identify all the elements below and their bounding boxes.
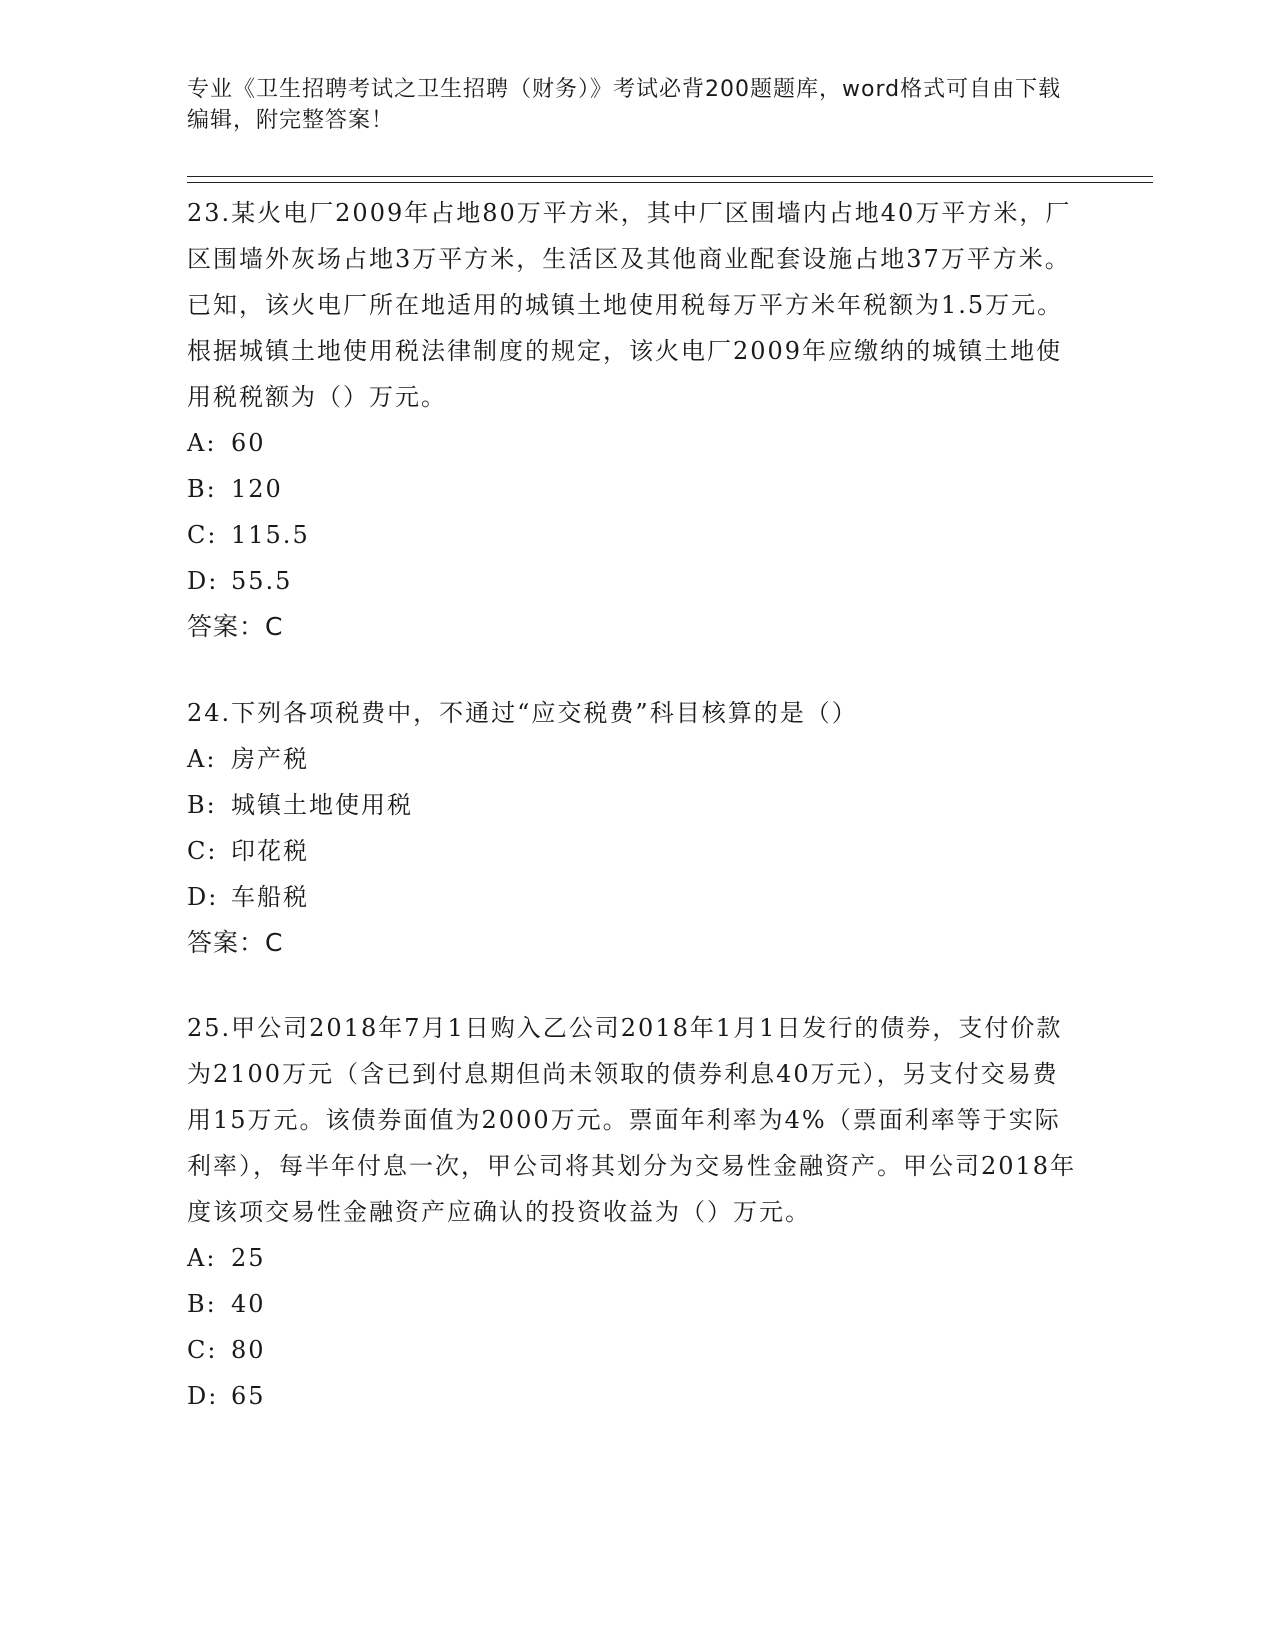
option-value: 60 — [231, 429, 266, 457]
option-b — [187, 1281, 1087, 1327]
option-value: 115.5 — [231, 521, 310, 549]
option-key: A: — [187, 429, 217, 457]
option-d — [187, 1373, 1087, 1419]
option-a — [187, 420, 1087, 466]
question-25 — [187, 1005, 1087, 1419]
option-value: 120 — [231, 475, 283, 503]
option-c — [187, 512, 1087, 558]
header-rule-bottom — [187, 182, 1153, 183]
option-key: B: — [187, 791, 217, 819]
answer-line: 答案：C — [187, 928, 284, 957]
option-value: 65 — [231, 1382, 266, 1410]
option-value: 城镇土地使用税 — [231, 791, 413, 819]
option-c — [187, 828, 1087, 874]
option-value: 印花税 — [231, 837, 309, 865]
option-d — [187, 874, 1087, 920]
option-key: C: — [187, 837, 218, 865]
option-value: 房产税 — [231, 745, 309, 773]
option-b — [187, 782, 1087, 828]
option-value: 车船税 — [231, 883, 309, 911]
option-b — [187, 466, 1087, 512]
question-text: 24.下列各项税费中，不通过“应交税费”科目核算的是（） — [187, 699, 858, 727]
option-key: B: — [187, 1290, 217, 1318]
option-key: D: — [187, 1382, 219, 1410]
question-text: 23.某火电厂2009年占地80万平方米，其中厂区围墙内占地40万平方米，厂区围墙外灰场占地3万平方米，生活区及其他商业配套设施占地37万平方米。已知，该火电厂所在地适用的城镇土地使用税每万平方米年税额为1.5万元。根据城镇土地使用税法律制度的规定，该火电厂2009年应缴纳的城镇土地使用税税额为（）万元。 — [187, 199, 1072, 411]
option-key: B: — [187, 475, 217, 503]
option-key: D: — [187, 567, 219, 595]
question-23 — [187, 190, 1087, 650]
option-a — [187, 1235, 1087, 1281]
header-rule-top — [187, 176, 1153, 177]
option-key: C: — [187, 1336, 218, 1364]
question-text: 25.甲公司2018年7月1日购入乙公司2018年1月1日发行的债券，支付价款为2100万元（含已到付息期但尚未领取的债券利息40万元），另支付交易费用15万元。该债券面值为2000万元。票面年利率为4%（票面利率等于实际利率），每半年付息一次，甲公司将其划分为交易性金融资产。甲公司2018年度该项交易性金融资产应确认的投资收益为（）万元。 — [187, 1014, 1077, 1226]
option-d — [187, 558, 1087, 604]
option-key: D: — [187, 883, 219, 911]
option-c — [187, 1327, 1087, 1373]
option-value: 40 — [231, 1290, 266, 1318]
option-value: 55.5 — [231, 567, 293, 595]
option-value: 25 — [231, 1244, 266, 1272]
option-a — [187, 736, 1087, 782]
option-key: A: — [187, 1244, 217, 1272]
question-24 — [187, 690, 1087, 966]
option-key: A: — [187, 745, 217, 773]
option-value: 80 — [231, 1336, 266, 1364]
answer-line: 答案：C — [187, 612, 284, 641]
document-title: 专业《卫生招聘考试之卫生招聘（财务）》考试必背200题题库，word格式可自由下载编辑，附完整答案！ — [187, 77, 1062, 133]
document-header — [187, 74, 1067, 136]
option-key: C: — [187, 521, 218, 549]
